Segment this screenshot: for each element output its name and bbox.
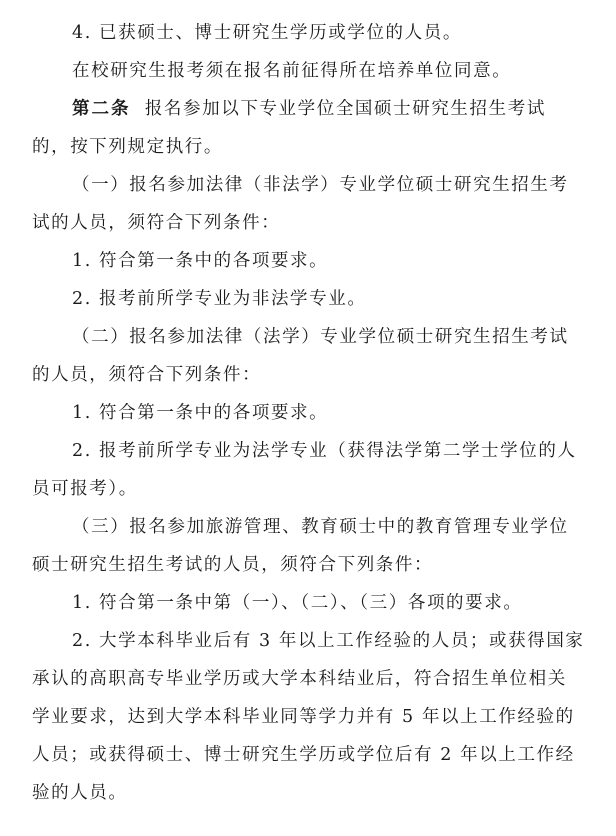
paragraph-line: 员可报考）。 bbox=[32, 479, 138, 499]
list-item: 1. 符合第一条中的各项要求。 bbox=[72, 403, 329, 423]
paragraph-line: 的，按下列规定执行。 bbox=[32, 137, 223, 157]
list-item: 2. 报考前所学专业为法学专业（获得法学第二学士学位的人 bbox=[72, 441, 577, 461]
paragraph-line: 硕士研究生招生考试的人员，须符合下列条件： bbox=[32, 555, 434, 575]
paragraph-line: 的人员，须符合下列条件： bbox=[32, 365, 262, 385]
list-item: 2. 大学本科毕业后有 3 年以上工作经验的人员；或获得国家 bbox=[72, 631, 585, 651]
list-item: 1. 符合第一条中第（一）、（二）、（三）各项的要求。 bbox=[72, 593, 523, 613]
paragraph-line: （三）报名参加旅游管理、教育硕士中的教育管理专业学位 bbox=[72, 517, 569, 537]
paragraph-line: 承认的高职高专毕业学历或大学本科结业后，符合招生单位相关 bbox=[32, 669, 567, 689]
article-heading: 第二条 bbox=[72, 99, 131, 119]
paragraph-line: 试的人员，须符合下列条件： bbox=[32, 213, 281, 233]
list-item: 2. 报考前所学专业为非法学专业。 bbox=[72, 289, 367, 309]
paragraph-line: 在校研究生报考须在报名前征得所在培养单位同意。 bbox=[72, 61, 512, 81]
list-item: 1. 符合第一条中的各项要求。 bbox=[72, 251, 329, 271]
paragraph-line: （一）报名参加法律（非法学）专业学位硕士研究生招生考 bbox=[72, 175, 569, 195]
paragraph-line: 学业要求，达到大学本科毕业同等学力并有 5 年以上工作经验的 bbox=[32, 707, 575, 727]
paragraph-line: 人员；或获得硕士、博士研究生学历或学位后有 2 年以上工作经 bbox=[32, 745, 575, 765]
article-line bbox=[72, 90, 600, 128]
paragraph-line: 验的人员。 bbox=[32, 783, 128, 803]
paragraph-line: 4. 已获硕士、博士研究生学历或学位的人员。 bbox=[72, 23, 462, 43]
article-text: 报名参加以下专业学位全国硕士研究生招生考试 bbox=[144, 99, 546, 119]
paragraph-line: （二）报名参加法律（法学）专业学位硕士研究生招生考试 bbox=[72, 327, 569, 347]
